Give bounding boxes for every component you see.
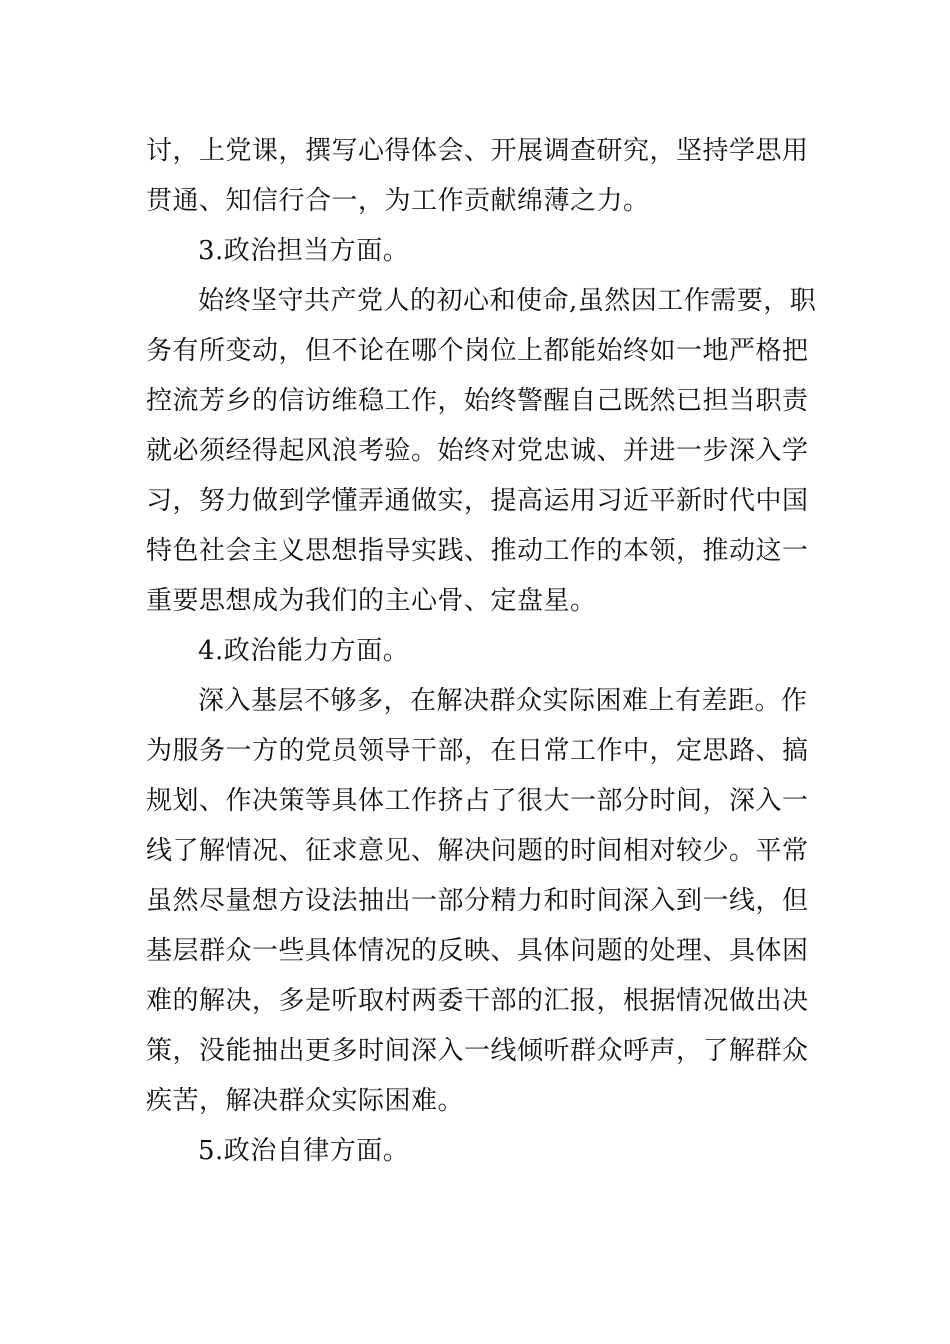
text-line: 为服务一方的党员领导干部，在日常工作中，定思路、搞 — [146, 736, 809, 766]
text-line: 重要思想成为我们的主心骨、定盘星。 — [146, 586, 597, 616]
text-line: 虽然尽量想方设法抽出一部分精力和时间深入到一线，但 — [146, 886, 809, 916]
text-line: 控流芳乡的信访维稳工作，始终警醒自己既然已担当职责 — [146, 386, 809, 416]
text-line: 讨，上党课，撰写心得体会、开展调查研究，坚持学思用 — [146, 136, 809, 166]
text-line: 习，努力做到学懂弄通做实，提高运用习近平新时代中国 — [146, 486, 809, 516]
text-line: 贯通、知信行合一，为工作贡献绵薄之力。 — [146, 186, 650, 216]
paragraph-political-ability — [146, 676, 809, 1126]
text-line: 深入基层不够多，在解决群众实际困难上有差距。作 — [198, 686, 808, 716]
text-line: 始终坚守共产党人的初心和使命,虽然因工作需要，职 — [198, 286, 817, 316]
text-line: 策，没能抽出更多时间深入一线倾听群众呼声，了解群众 — [146, 1036, 809, 1066]
text-line: 线了解情况、征求意见、解决问题的时间相对较少。平常 — [146, 836, 809, 866]
text-line: 难的解决，多是听取村两委干部的汇报，根据情况做出决 — [146, 986, 809, 1016]
paragraph-continued — [146, 126, 809, 226]
text-line: 务有所变动，但不论在哪个岗位上都能始终如一地严格把 — [146, 336, 809, 366]
section-heading-political-responsibility: 3.政治担当方面。 — [198, 236, 410, 266]
document-body — [146, 126, 817, 1176]
section-heading-political-ability: 4.政治能力方面。 — [198, 636, 410, 666]
text-line: 基层群众一些具体情况的反映、具体问题的处理、具体困 — [146, 936, 809, 966]
text-line: 特色社会主义思想指导实践、推动工作的本领，推动这一 — [146, 536, 809, 566]
paragraph-political-responsibility — [146, 276, 817, 626]
text-line: 规划、作决策等具体工作挤占了很大一部分时间，深入一 — [146, 786, 809, 816]
text-line: 疾苦，解决群众实际困难。 — [146, 1086, 465, 1116]
section-heading-political-self-discipline: 5.政治自律方面。 — [198, 1136, 410, 1166]
text-line: 就必须经得起风浪考验。始终对党忠诚、并进一步深入学 — [146, 436, 809, 466]
